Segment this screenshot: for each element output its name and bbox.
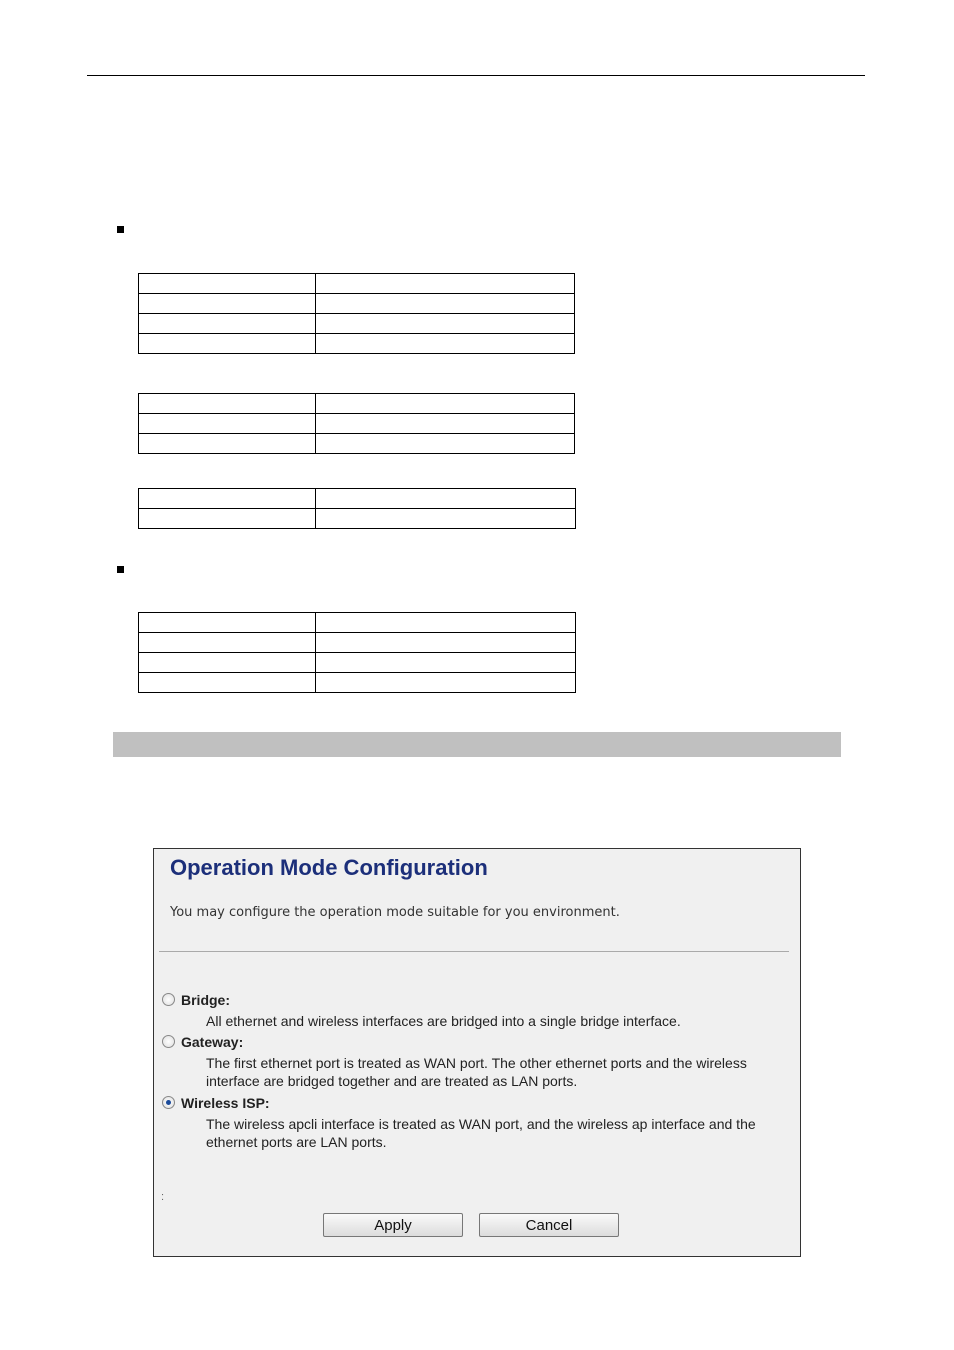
section-heading-bar (113, 732, 841, 757)
table-cell (316, 394, 575, 414)
table-cell (316, 274, 575, 294)
table-row (139, 334, 575, 354)
table-cell (316, 314, 575, 334)
table-cell (316, 633, 576, 653)
apply-button[interactable]: Apply (323, 1213, 463, 1237)
table-cell (139, 509, 316, 529)
wireless-isp-label: Wireless ISP: (181, 1095, 270, 1111)
header-rule (87, 75, 865, 76)
table-cell (316, 509, 576, 529)
bridge-radio[interactable] (162, 993, 175, 1006)
table-row (139, 613, 576, 633)
table-2 (138, 393, 575, 454)
table-cell (139, 633, 316, 653)
colon-mark: : (161, 1191, 165, 1203)
bridge-description: All ethernet and wireless interfaces are bridged into a single bridge interface. (206, 1013, 681, 1029)
table-cell (139, 653, 316, 673)
table-row (139, 274, 575, 294)
bullet-1 (117, 226, 124, 233)
page-title: Operation Mode Configuration (170, 855, 488, 880)
table-cell (139, 414, 316, 434)
table-1 (138, 273, 575, 354)
table-cell (316, 334, 575, 354)
table-cell (316, 294, 575, 314)
table-row (139, 294, 575, 314)
operation-mode-panel (153, 848, 801, 1257)
table-row (139, 394, 575, 414)
table-cell (316, 653, 576, 673)
table-3 (138, 488, 576, 529)
divider (159, 951, 789, 952)
page-description: You may configure the operation mode suitable for you environment. (170, 905, 620, 920)
table-row (139, 414, 575, 434)
table-row (139, 314, 575, 334)
table-cell (316, 613, 576, 633)
table-row (139, 489, 576, 509)
table-cell (316, 414, 575, 434)
table-cell (139, 274, 316, 294)
table-cell (139, 613, 316, 633)
table-4 (138, 612, 576, 693)
table-cell (139, 394, 316, 414)
table-cell (139, 334, 316, 354)
table-cell (139, 434, 316, 454)
cancel-button[interactable]: Cancel (479, 1213, 619, 1237)
table-cell (316, 434, 575, 454)
gateway-label: Gateway: (181, 1034, 244, 1050)
table-cell (139, 314, 316, 334)
table-row (139, 673, 576, 693)
gateway-description: The first ethernet port is treated as WAN port. The other ethernet ports and the wireless interface are bridged together and are treated as LAN ports. (206, 1055, 747, 1089)
table-row (139, 633, 576, 653)
bullet-2 (117, 566, 124, 573)
table-cell (139, 489, 316, 509)
table-cell (316, 489, 576, 509)
table-cell (139, 673, 316, 693)
table-cell (316, 673, 576, 693)
table-row (139, 509, 576, 529)
wireless-isp-description: The wireless apcli interface is treated as WAN port, and the wireless ap interface and the ethernet ports are LAN ports. (206, 1116, 756, 1150)
table-row (139, 434, 575, 454)
wireless-isp-radio[interactable] (162, 1096, 175, 1109)
bridge-label: Bridge: (181, 992, 230, 1008)
gateway-radio[interactable] (162, 1035, 175, 1048)
table-row (139, 653, 576, 673)
table-cell (139, 294, 316, 314)
